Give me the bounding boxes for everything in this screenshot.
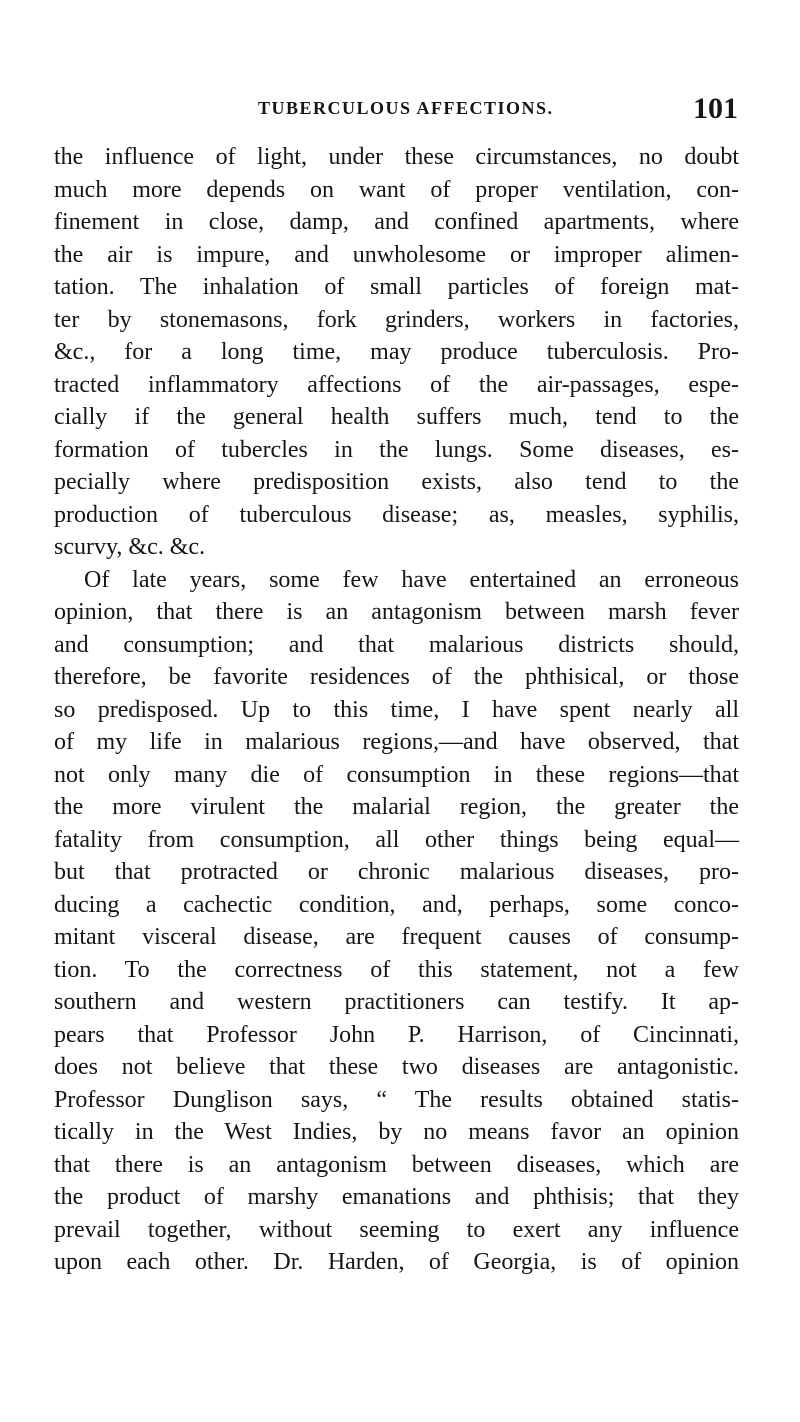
text-line: tracted inflammatory affections of the air-passages, espe- bbox=[54, 371, 739, 398]
text-line: of my life in malarious regions,—and have observed, that bbox=[54, 729, 739, 755]
text-line: mitant visceral disease, are frequent causes of consump- bbox=[54, 924, 739, 950]
text-line: upon each other. Dr. Harden, of Georgia, is of opinion bbox=[54, 1249, 739, 1275]
paragraph-2 bbox=[54, 564, 739, 1279]
text-line: pecially where predisposition exists, also tend to the bbox=[54, 469, 739, 495]
text-line: therefore, be favorite residences of the phthisical, or those bbox=[54, 664, 739, 690]
text-line: southern and western practitioners can testify. It ap- bbox=[54, 989, 739, 1015]
text-line: production of tuberculous disease; as, measles, syphilis, bbox=[54, 501, 739, 528]
text-line: but that protracted or chronic malarious diseases, pro- bbox=[54, 859, 739, 885]
text-line: ter by stonemasons, fork grinders, workers in factories, bbox=[54, 306, 739, 333]
text-line: finement in close, damp, and confined apartments, where bbox=[54, 209, 739, 235]
text-line: ducing a cachectic condition, and, perhaps, some conco- bbox=[54, 891, 739, 918]
running-head-title: TUBERCULOUS AFFECTIONS. bbox=[258, 98, 554, 118]
text-line: does not believe that these two diseases are antagonistic. bbox=[54, 1054, 739, 1080]
text-line: that there is an antagonism between diseases, which are bbox=[54, 1151, 739, 1178]
text-line: the influence of light, under these circumstances, no doubt bbox=[54, 144, 739, 170]
text-line: prevail together, without seeming to exert any influence bbox=[54, 1216, 739, 1243]
text-line: tically in the West Indies, by no means favor an opinion bbox=[54, 1119, 739, 1145]
text-line: formation of tubercles in the lungs. Some diseases, es- bbox=[54, 436, 739, 463]
text-line: Professor Dunglison says, “ The results obtained statis- bbox=[54, 1086, 739, 1113]
text-line: pears that Professor John P. Harrison, of Cincinnati, bbox=[54, 1021, 739, 1048]
text-line: Of late years, some few have entertained an erroneous bbox=[84, 566, 739, 593]
text-line: scurvy, &c. &c. bbox=[54, 534, 206, 560]
text-line: opinion, that there is an antagonism between marsh fever bbox=[54, 599, 739, 625]
text-line: the more virulent the malarial region, the greater the bbox=[54, 794, 739, 820]
text-line: and consumption; and that malarious districts should, bbox=[54, 631, 739, 658]
text-line: much more depends on want of proper ventilation, con- bbox=[54, 176, 739, 203]
text-line: the air is impure, and unwholesome or improper alimen- bbox=[54, 241, 739, 268]
text-line: tation. The inhalation of small particles of foreign mat- bbox=[54, 274, 739, 300]
text-line: so predisposed. Up to this time, I have spent nearly all bbox=[54, 696, 739, 723]
page-number: 101 bbox=[693, 92, 738, 125]
text-line: not only many die of consumption in these regions—that bbox=[54, 761, 739, 788]
text-line: tion. To the correctness of this statement, not a few bbox=[54, 956, 739, 983]
text-line: cially if the general health suffers much, tend to the bbox=[54, 404, 739, 430]
running-head bbox=[0, 88, 800, 128]
body-text bbox=[54, 141, 739, 1279]
text-line: &c., for a long time, may produce tuberculosis. Pro- bbox=[54, 339, 739, 365]
paragraph-1 bbox=[54, 141, 739, 564]
text-line: the product of marshy emanations and phthisis; that they bbox=[54, 1184, 739, 1210]
text-line: fatality from consumption, all other things being equal— bbox=[54, 826, 739, 853]
